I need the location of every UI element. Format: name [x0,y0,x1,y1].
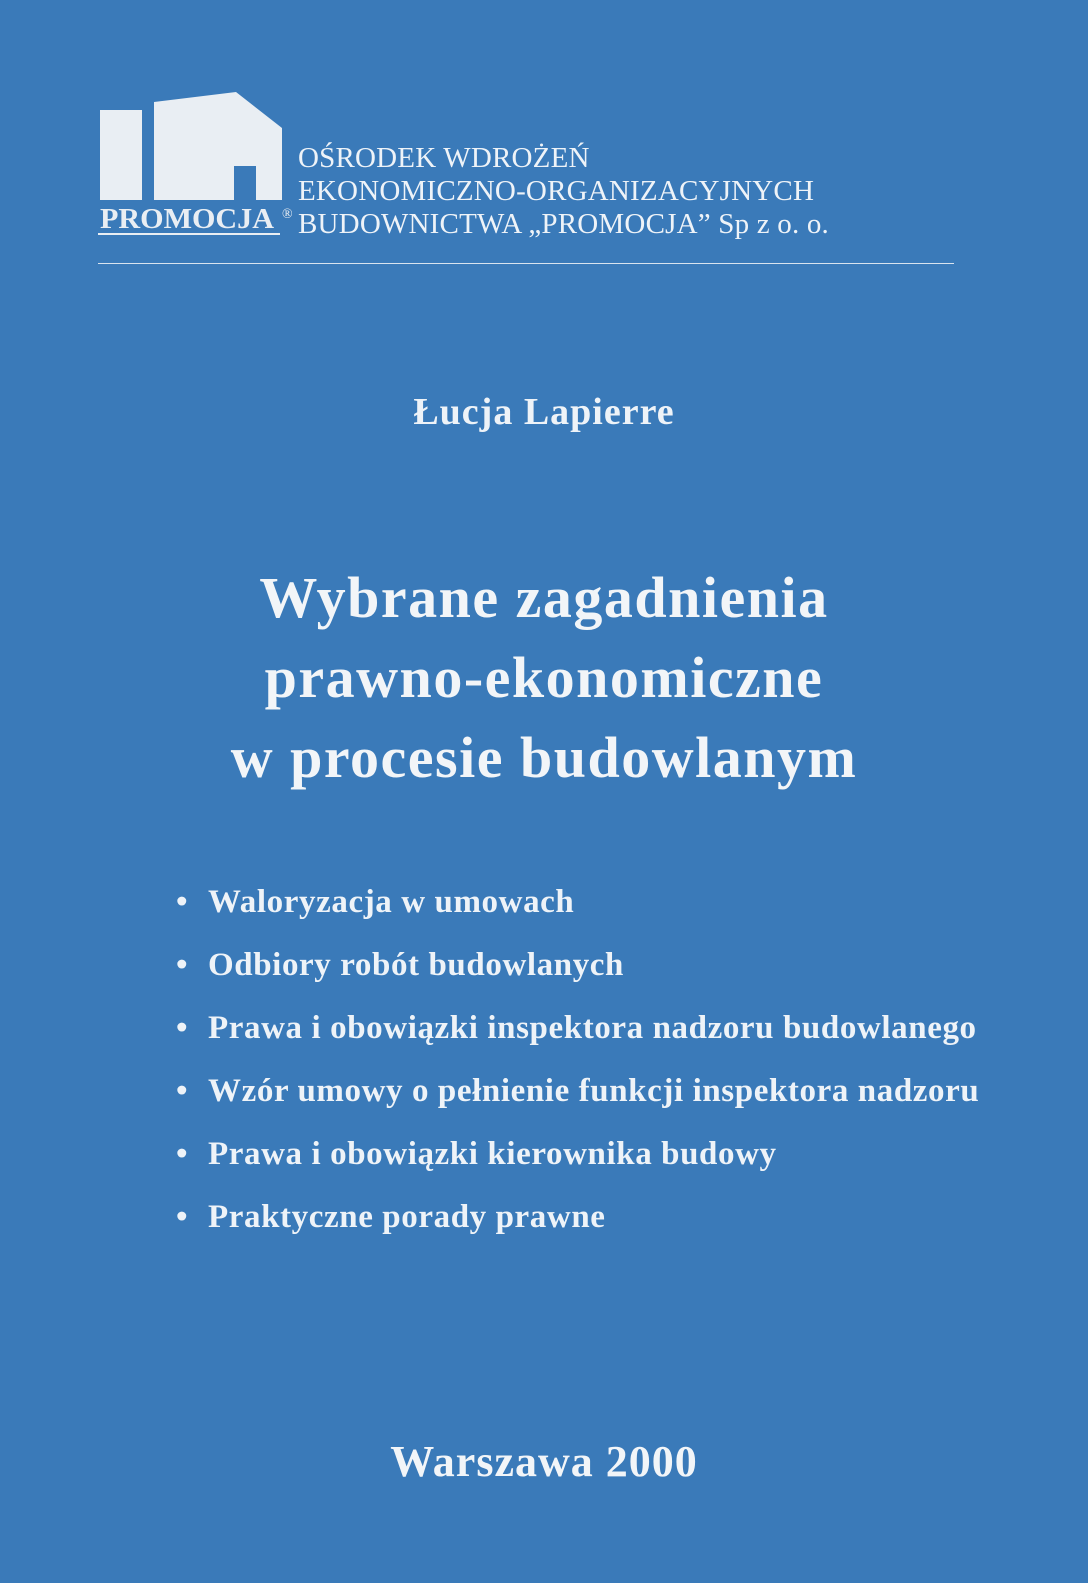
bullet-icon: • [176,1073,189,1109]
publisher-logo [96,92,296,240]
logo-registered-mark: ® [282,207,293,222]
topic-label: Odbiory robót budowlanych [208,947,624,983]
topics-list [176,884,1016,1262]
topic-label: Prawa i obowiązki inspektora nadzoru budowlanego [208,1010,977,1046]
topic-label: Prawa i obowiązki kierownika budowy [208,1136,777,1172]
list-item [176,1136,1016,1172]
header-divider [98,263,954,264]
topic-label: Wzór umowy o pełnienie funkcji inspektora nadzoru [208,1073,980,1109]
bullet-icon: • [176,1010,189,1046]
author-name: Łucja Lapierre [413,391,675,433]
list-item [176,1199,1016,1235]
bullet-icon: • [176,1136,189,1172]
publisher-name-line-2: EKONOMICZNO-ORGANIZACYJNYCH [298,175,815,207]
publication-place-year: Warszawa 2000 [390,1437,698,1486]
book-title-line-1: Wybrane zagadnienia [259,565,829,630]
publisher-name-line-3: BUDOWNICTWA „PROMOCJA” Sp z o. o. [298,208,830,240]
bullet-icon: • [176,1199,189,1235]
book-title [0,558,1088,798]
building-logo-icon [96,92,296,240]
publisher-name [298,142,938,241]
bullet-icon: • [176,947,189,983]
list-item [176,1010,1016,1046]
book-title-line-3: w procesie budowlanym [230,725,858,790]
list-item [176,884,1016,920]
book-title-line-2: prawno-ekonomiczne [264,645,824,710]
logo-wordmark: PROMOCJA [100,204,275,235]
topic-label: Praktyczne porady prawne [208,1199,606,1235]
topic-label: Waloryzacja w umowach [208,884,575,920]
list-item [176,947,1016,983]
list-item [176,1073,1016,1109]
publisher-name-line-1: OŚRODEK WDROŻEŃ [298,142,590,174]
bullet-icon: • [176,884,189,920]
